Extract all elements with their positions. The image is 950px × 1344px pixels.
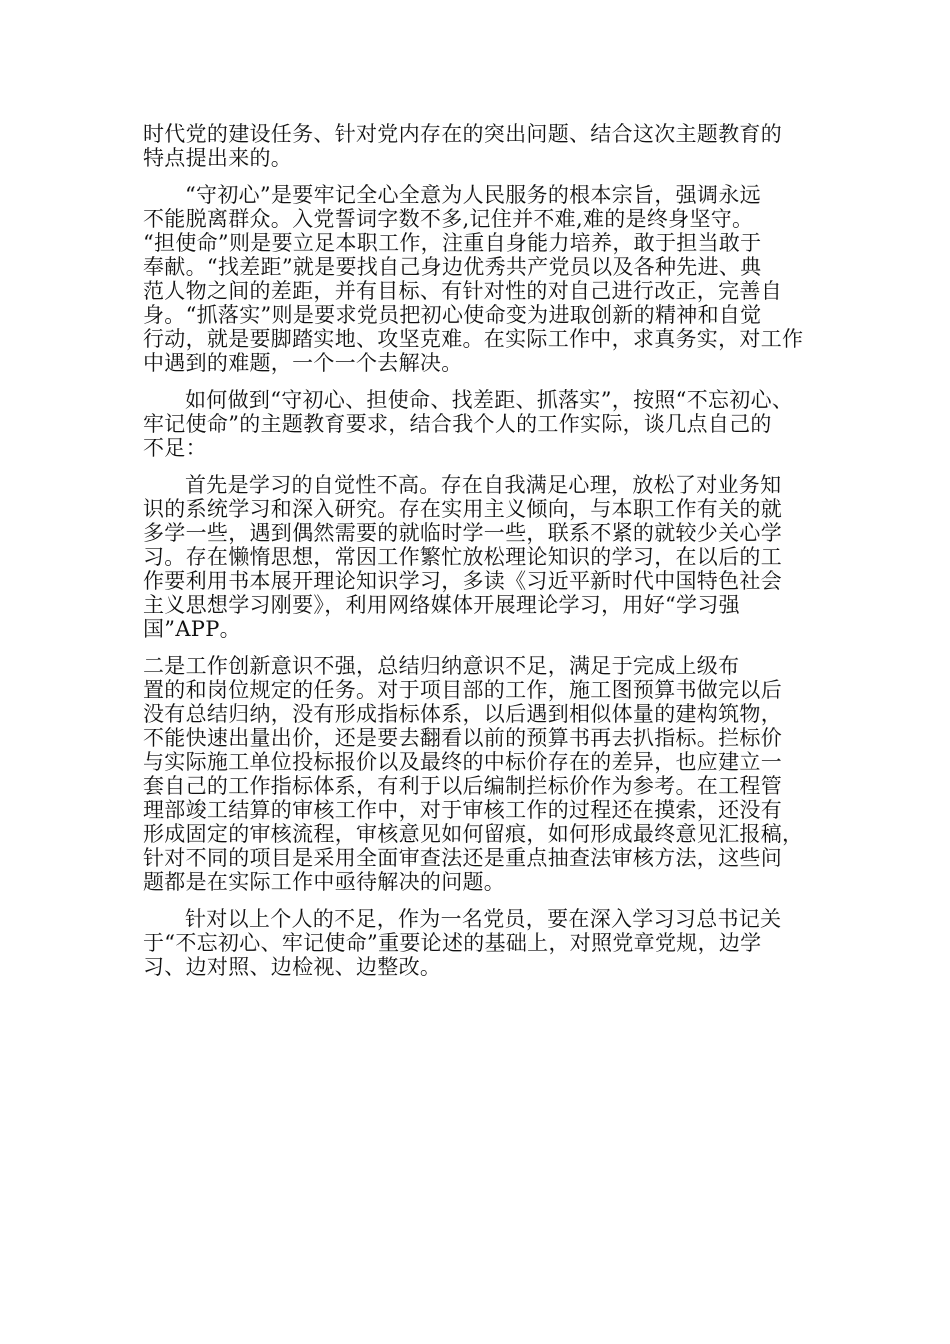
text-line: 范人物之间的差距，并有目标、有针对性的对自己进行改正，完善自 (143, 279, 782, 303)
paragraph-how-to (143, 388, 813, 460)
text-line: 奉献。“找差距”就是要找自己身边优秀共产党员以及各种先进、典 (143, 255, 762, 279)
text-line: 行动，就是要脚踏实地、攻坚克难。在实际工作中，求真务实，对工作 (143, 327, 804, 351)
text-line: 与实际施工单位投标报价以及最终的中标价存在的差异，也应建立一 (143, 750, 782, 774)
text-line: 习、边对照、边检视、边整改。 (143, 955, 442, 979)
text-line: 题都是在实际工作中亟待解决的问题。 (143, 870, 506, 894)
text-line: 针对以上个人的不足，作为一名党员，要在深入学习习总书记关 (185, 907, 782, 931)
text-line: 习。存在懒惰思想，常因工作繁忙放松理论知识的学习，在以后的工 (143, 545, 782, 569)
text-line: 中遇到的难题，一个一个去解决。 (143, 351, 463, 375)
text-line: 理部竣工结算的审核工作中，对于审核工作的过程还在摸索，还没有 (143, 798, 782, 822)
text-line: 时代党的建设任务、针对党内存在的突出问题、结合这次主题教育的 (143, 122, 782, 146)
document-body (143, 122, 813, 992)
text-line: 多学一些，遇到偶然需要的就临时学一些，联系不紧的就较少关心学 (143, 521, 782, 545)
text-line: 形成固定的审核流程，审核意见如何留痕，如何形成最终意见汇报稿， (143, 822, 804, 846)
text-line: 不能脱离群众。入党誓词字数不多,记住并不难,难的是终身坚守。 (143, 207, 754, 231)
text-line: “担使命”则是要立足本职工作，注重自身能力培养，敢于担当敢于 (143, 231, 762, 255)
paragraph-continuation (143, 122, 813, 170)
paragraph-conclusion (143, 907, 813, 979)
text-line: 针对不同的项目是采用全面审查法还是重点抽查法审核方法，这些问 (143, 846, 782, 870)
paragraph-first-shortcoming (143, 473, 813, 641)
text-line: “守初心”是要牢记全心全意为人民服务的根本宗旨，强调永远 (185, 183, 761, 207)
text-line: 特点提出来的。 (143, 146, 293, 170)
text-line: 作要利用书本展开理论知识学习，多读《习近平新时代中国特色社会 (143, 569, 782, 593)
text-line: 不能快速出量出价，还是要去翻看以前的预算书再去扒指标。拦标价 (143, 726, 782, 750)
text-line: 如何做到“守初心、担使命、找差距、抓落实”，按照“不忘初心、 (185, 388, 794, 412)
text-line: 牢记使命”的主题教育要求，结合我个人的工作实际，谈几点自己的 (143, 412, 772, 436)
text-line: 识的系统学习和深入研究。存在实用主义倾向，与本职工作有关的就 (143, 497, 782, 521)
text-line: 于“不忘初心、牢记使命”重要论述的基础上，对照党章党规，边学 (143, 931, 762, 955)
text-line: 套自己的工作指标体系，有利于以后编制拦标价作为参考。在工程管 (143, 774, 782, 798)
text-line: 置的和岗位规定的任务。对于项目部的工作，施工图预算书做完以后 (143, 678, 782, 702)
paragraph-second-shortcoming (143, 654, 813, 894)
text-line: 国”APP。 (143, 617, 241, 641)
text-line: 主义思想学习刚要》，利用网络媒体开展理论学习，用好“学习强 (143, 593, 740, 617)
paragraph-mission-definitions (143, 183, 813, 375)
text-line: 二是工作创新意识不强，总结归纳意识不足，满足于完成上级布 (143, 654, 740, 678)
text-line: 首先是学习的自觉性不高。存在自我满足心理，放松了对业务知 (185, 473, 782, 497)
text-line: 不足： (143, 436, 207, 460)
text-line: 身。“抓落实”则是要求党员把初心使命变为进取创新的精神和自觉 (143, 303, 762, 327)
text-line: 没有总结归纳，没有形成指标体系，以后遇到相似体量的建构筑物， (143, 702, 782, 726)
